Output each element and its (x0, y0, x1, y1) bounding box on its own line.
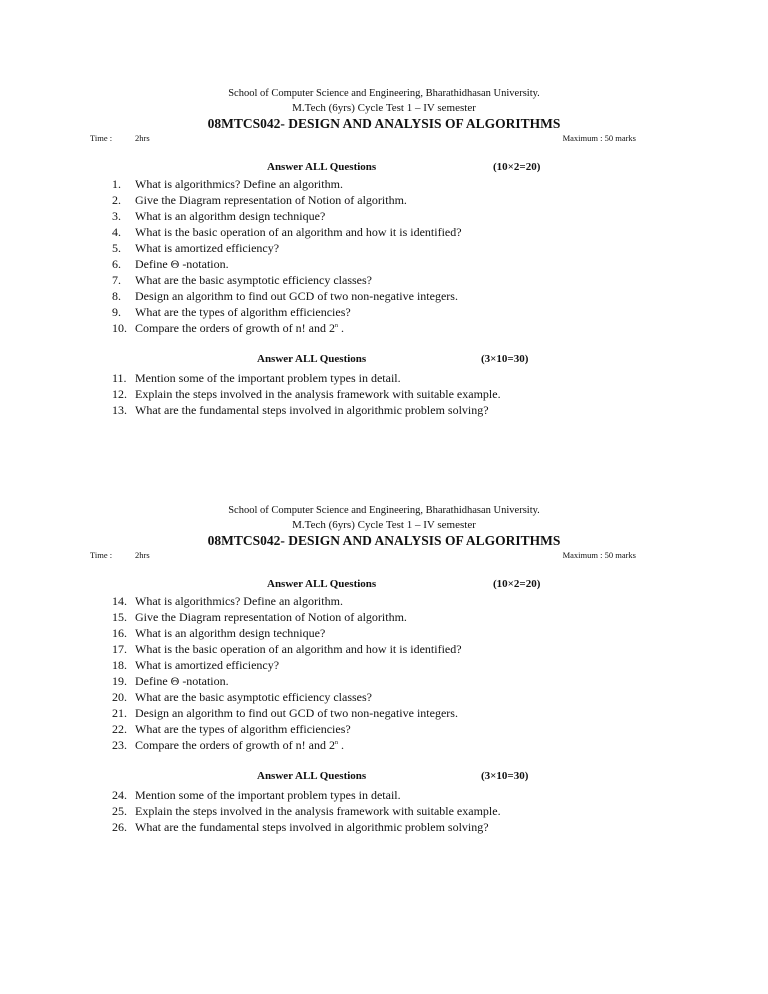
question-text: Give the Diagram representation of Notion of algorithm. (135, 193, 407, 207)
question-item (112, 609, 462, 625)
question-text: Explain the steps involved in the analysis framework with suitable example. (135, 387, 501, 401)
question-number: 17. (112, 642, 127, 656)
question-item (112, 256, 462, 272)
question-text: What are the types of algorithm efficiencies? (135, 305, 351, 319)
question-text: What are the fundamental steps involved in algorithmic problem solving? (135, 403, 489, 417)
question-item (112, 787, 501, 803)
section-b-questions (112, 370, 501, 418)
section-label: Answer ALL Questions (257, 353, 367, 365)
question-item (112, 240, 462, 256)
question-item (112, 819, 501, 835)
question-number: 15. (112, 610, 127, 624)
question-item (112, 386, 501, 402)
question-text: What is algorithmics? Define an algorithm. (135, 177, 343, 191)
question-number: 6. (112, 257, 121, 271)
section-a-questions (112, 593, 462, 753)
question-text: Compare the orders of growth of n! and 2 (135, 738, 335, 752)
question-text: What are the basic asymptotic efficiency classes? (135, 273, 373, 287)
section-marks: (10×2=20) (493, 161, 541, 173)
question-number: 21. (112, 706, 127, 720)
question-number: 12. (112, 387, 127, 401)
question-item (112, 320, 462, 336)
question-number: 3. (112, 209, 121, 223)
question-number: 20. (112, 690, 127, 704)
question-number: 25. (112, 804, 127, 818)
question-tail: . (337, 321, 344, 335)
question-text: What is an algorithm design technique? (135, 626, 326, 640)
superscript: n (334, 740, 338, 746)
section-marks: (3×10=30) (481, 770, 529, 782)
question-item (112, 673, 462, 689)
question-number: 8. (112, 289, 121, 303)
question-number: 16. (112, 626, 127, 640)
question-number: 19. (112, 674, 127, 688)
question-number: 23. (112, 738, 127, 752)
school-name: School of Computer Science and Engineering, Bharathidhasan University. (228, 505, 540, 516)
time-label: Time : (90, 133, 113, 143)
question-number: 10. (112, 321, 127, 335)
section-label: Answer ALL Questions (267, 578, 377, 590)
question-item (112, 593, 462, 609)
superscript: n (334, 323, 338, 329)
question-number: 26. (112, 820, 127, 834)
question-text: What is the basic operation of an algorithm and how it is identified? (135, 225, 462, 239)
question-text: Design an algorithm to find out GCD of two non-negative integers. (135, 289, 458, 303)
question-tail: . (337, 738, 344, 752)
question-item (112, 208, 462, 224)
question-text: What is an algorithm design technique? (135, 209, 326, 223)
question-text: Mention some of the important problem types in detail. (135, 788, 401, 802)
question-text: What is the basic operation of an algorithm and how it is identified? (135, 642, 462, 656)
section-marks: (3×10=30) (481, 353, 529, 365)
course-title: 08MTCS042- DESIGN AND ANALYSIS OF ALGORITHMS (207, 116, 561, 131)
section-a-questions (112, 176, 462, 336)
question-text: What is amortized efficiency? (135, 241, 280, 255)
question-item (112, 272, 462, 288)
question-text: Give the Diagram representation of Notion of algorithm. (135, 610, 407, 624)
section-b-header (0, 352, 768, 366)
school-name: School of Computer Science and Engineering, Bharathidhasan University. (228, 88, 540, 99)
question-paper-2 (0, 505, 768, 920)
question-text: What are the fundamental steps involved in algorithmic problem solving? (135, 820, 489, 834)
course-title: 08MTCS042- DESIGN AND ANALYSIS OF ALGORITHMS (207, 533, 561, 548)
section-label: Answer ALL Questions (257, 770, 367, 782)
question-number: 22. (112, 722, 127, 736)
question-number: 11. (112, 371, 127, 385)
time-row (90, 550, 636, 562)
question-paper-1 (0, 88, 768, 503)
question-number: 1. (112, 177, 121, 191)
question-item (112, 803, 501, 819)
max-marks: Maximum : 50 marks (562, 133, 636, 143)
question-text: What are the basic asymptotic efficiency classes? (135, 690, 373, 704)
question-number: 14. (112, 594, 127, 608)
question-text: Define Θ -notation. (135, 674, 229, 688)
question-item (112, 304, 462, 320)
question-item (112, 192, 462, 208)
time-label: Time : (90, 550, 113, 560)
question-number: 18. (112, 658, 127, 672)
question-item (112, 657, 462, 673)
question-text: Explain the steps involved in the analysis framework with suitable example. (135, 804, 501, 818)
question-number: 24. (112, 788, 127, 802)
question-text: Compare the orders of growth of n! and 2 (135, 321, 335, 335)
question-text: What is algorithmics? Define an algorithm. (135, 594, 343, 608)
question-text: Define Θ -notation. (135, 257, 229, 271)
max-marks: Maximum : 50 marks (562, 550, 636, 560)
question-item (112, 224, 462, 240)
question-number: 13. (112, 403, 127, 417)
question-item (112, 721, 462, 737)
question-text: What is amortized efficiency? (135, 658, 280, 672)
time-value: 2hrs (135, 133, 150, 143)
question-text: Mention some of the important problem types in detail. (135, 371, 401, 385)
question-text: What are the types of algorithm efficiencies? (135, 722, 351, 736)
question-item (112, 176, 462, 192)
time-row (90, 133, 636, 145)
time-value: 2hrs (135, 550, 150, 560)
question-item (112, 641, 462, 657)
question-number: 7. (112, 273, 121, 287)
question-item (112, 689, 462, 705)
section-marks: (10×2=20) (493, 578, 541, 590)
question-item (112, 737, 462, 753)
section-b-header (0, 769, 768, 783)
question-item (112, 370, 501, 386)
section-b-questions (112, 787, 501, 835)
question-item (112, 705, 462, 721)
question-item (112, 402, 501, 418)
question-text: Design an algorithm to find out GCD of two non-negative integers. (135, 706, 458, 720)
question-number: 9. (112, 305, 121, 319)
section-label: Answer ALL Questions (267, 161, 377, 173)
question-number: 4. (112, 225, 121, 239)
program-line: M.Tech (6yrs) Cycle Test 1 – IV semester (292, 519, 476, 531)
question-number: 5. (112, 241, 121, 255)
program-line: M.Tech (6yrs) Cycle Test 1 – IV semester (292, 102, 476, 114)
question-item (112, 625, 462, 641)
section-a-header (0, 577, 768, 591)
question-item (112, 288, 462, 304)
section-a-header (0, 160, 768, 174)
question-number: 2. (112, 193, 121, 207)
